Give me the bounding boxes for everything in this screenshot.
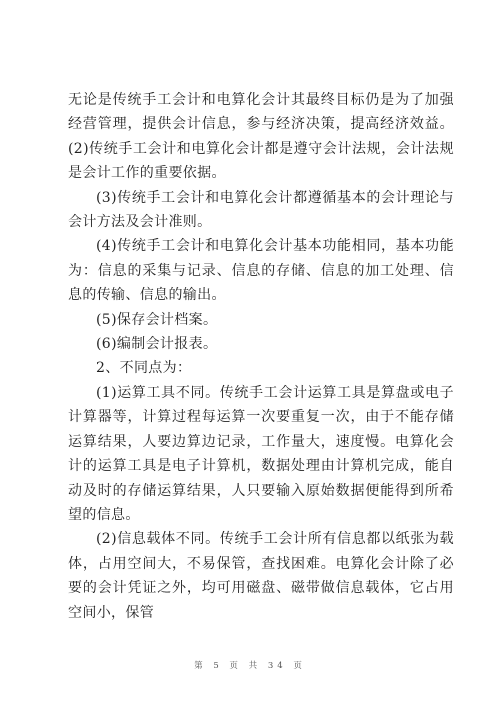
paragraph-point-3: (3)传统手工会计和电算化会计都遵循基本的会计理论与会计方法及会计准则。 bbox=[68, 189, 454, 231]
section-heading-differences: 2、不同点为： bbox=[96, 360, 192, 377]
paragraph-continuation: 无论是传统手工会计和电算化会计其最终目标仍是为了加强经营管理，提供会计信息，参与经济决策，提高经济效益。(2)传统手工会计和电算化会计都是遵守会计法规，会计法规是会计工作的重要依据。 bbox=[68, 92, 454, 182]
paragraph-difference-1: (1)运算工具不同。传统手工会计运算工具是算盘或电子计算器等，计算过程每运算一次要重复一次，由于不能存储运算结果，人要边算边记录，工作量大，速度慢。电算化会计的运算工具是电子计算机，数据处理由计算机完成，能自动及时的存储运算结果，人只要输入原始数据便能得到所希望的信息。 bbox=[68, 384, 454, 523]
paragraph-point-6: (6)编制会计报表。 bbox=[96, 336, 218, 353]
page-number-footer: 第 5 页 共 34 页 bbox=[194, 661, 306, 671]
paragraph-point-4: (4)传统手工会计和电算化会计基本功能相同，基本功能为：信息的采集与记录、信息的存储、信息的加工处理、信息的传输、信息的输出。 bbox=[68, 238, 454, 304]
paragraph-point-5: (5)保存会计档案。 bbox=[96, 311, 218, 328]
document-body bbox=[68, 88, 454, 625]
paragraph-difference-2: (2)信息载体不同。传统手工会计所有信息都以纸张为载体，占用空间大，不易保管，查找困难。电算化会计除了必要的会计凭证之外，均可用磁盘、磁带做信息载体，它占用空间小，保管 bbox=[68, 531, 454, 621]
